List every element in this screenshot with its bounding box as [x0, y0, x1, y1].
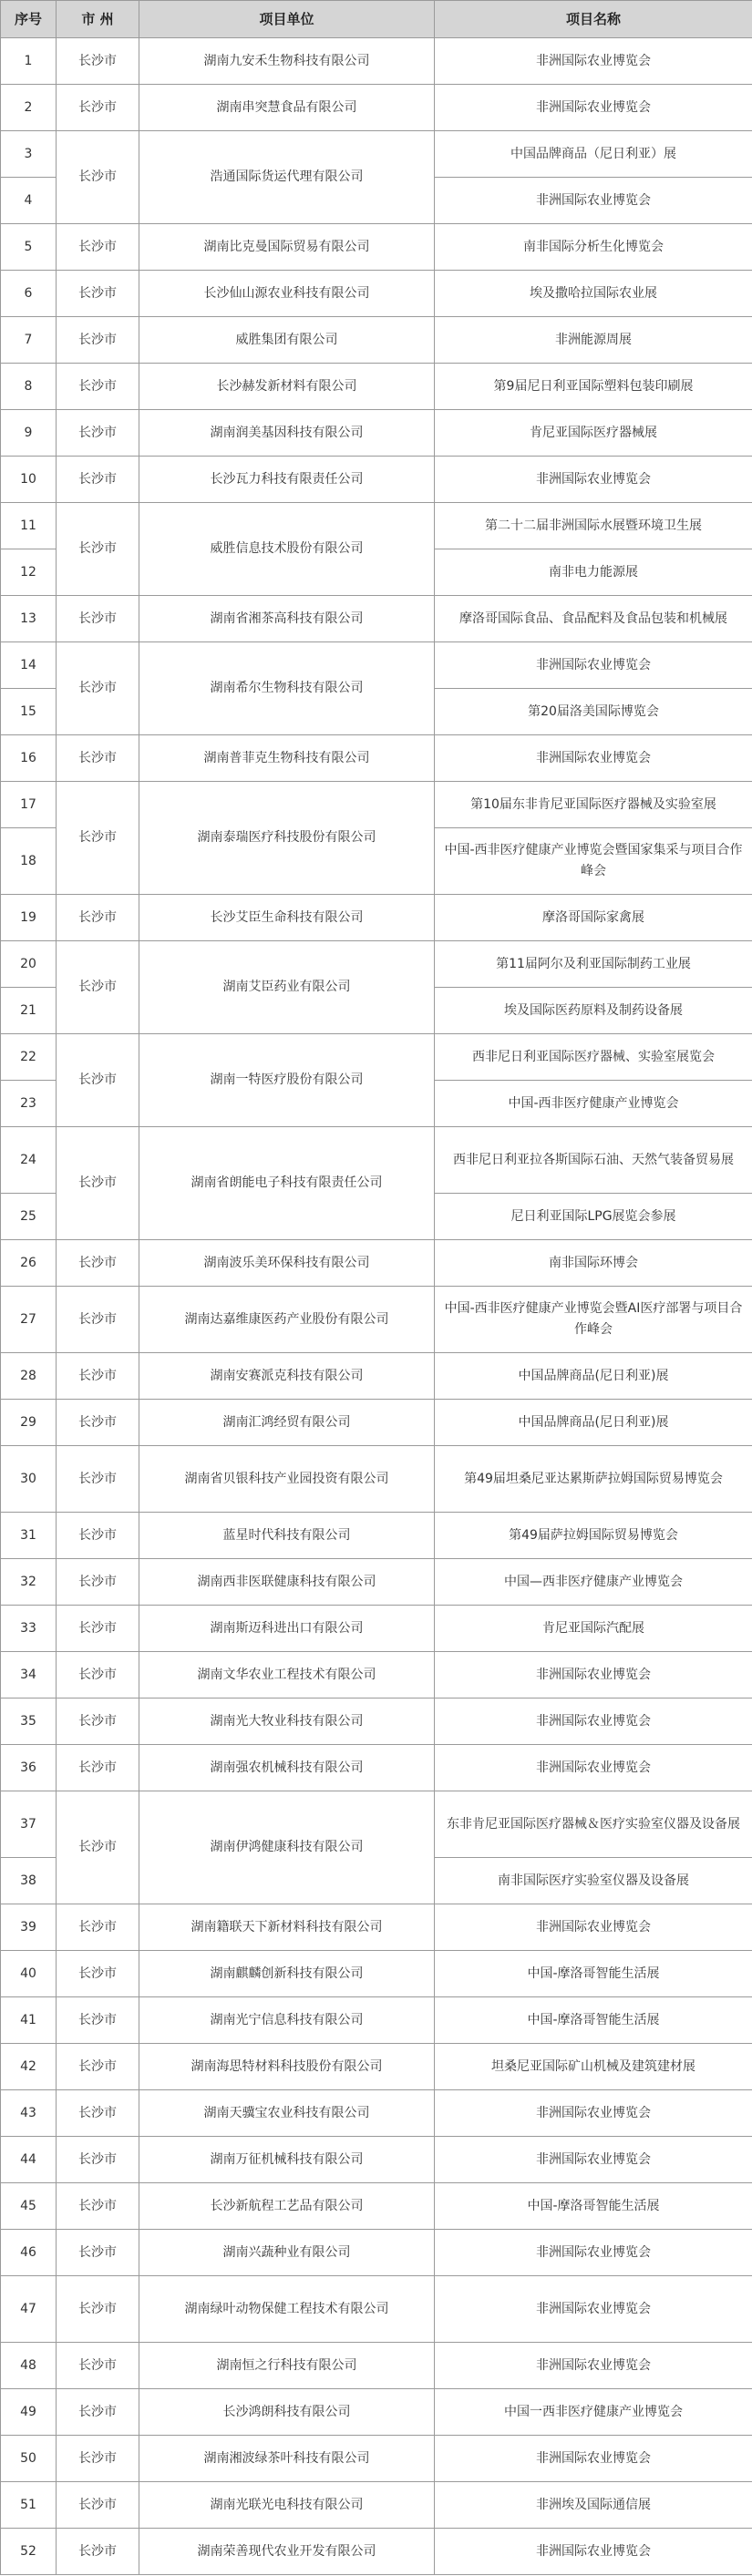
- cell-city: 长沙市: [57, 2276, 139, 2343]
- cell-serial-no: 27: [1, 1287, 57, 1353]
- cell-project-name: 南非国际环博会: [435, 1240, 752, 1287]
- cell-project-name: 非洲国际农业博览会: [435, 1652, 752, 1699]
- cell-city: 长沙市: [57, 941, 139, 1034]
- table-row: [1, 642, 752, 689]
- cell-city: 长沙市: [57, 364, 139, 410]
- table-row: [1, 2230, 752, 2276]
- cell-project-name: 第49届萨拉姆国际贸易博览会: [435, 1513, 752, 1559]
- cell-project-unit: 湖南兴蔬种业有限公司: [139, 2230, 435, 2276]
- table-row: [1, 1559, 752, 1606]
- cell-project-name: 肯尼亚国际医疗器械展: [435, 410, 752, 457]
- cell-city: 长沙市: [57, 735, 139, 782]
- cell-city: 长沙市: [57, 1904, 139, 1951]
- cell-project-name: 非洲国际农业博览会: [435, 1699, 752, 1745]
- table-row: [1, 895, 752, 941]
- cell-city: 长沙市: [57, 2389, 139, 2436]
- table-row: [1, 1034, 752, 1081]
- cell-project-name: 非洲国际农业博览会: [435, 735, 752, 782]
- table-header: [1, 1, 752, 38]
- cell-serial-no: 7: [1, 317, 57, 364]
- table-row: [1, 85, 752, 131]
- header-serial-no: 序号: [1, 1, 57, 38]
- cell-project-name: 非洲国际农业博览会: [435, 2343, 752, 2389]
- cell-project-name: 非洲国际农业博览会: [435, 38, 752, 85]
- cell-project-name: 中国-西非医疗健康产业博览会暨AI医疗部署与项目合作峰会: [435, 1287, 752, 1353]
- cell-project-unit: 湖南润美基因科技有限公司: [139, 410, 435, 457]
- cell-city: 长沙市: [57, 1997, 139, 2044]
- cell-serial-no: 15: [1, 689, 57, 735]
- cell-city: 长沙市: [57, 38, 139, 85]
- cell-serial-no: 41: [1, 1997, 57, 2044]
- cell-project-unit: 湖南西非医联健康科技有限公司: [139, 1559, 435, 1606]
- cell-project-name: 中国品牌商品（尼日利亚）展: [435, 131, 752, 178]
- cell-project-name: 中国—西非医疗健康产业博览会: [435, 1559, 752, 1606]
- table-row: [1, 1287, 752, 1353]
- cell-city: 长沙市: [57, 1287, 139, 1353]
- cell-serial-no: 12: [1, 549, 57, 596]
- cell-project-unit: 湖南伊鸿健康科技有限公司: [139, 1791, 435, 1904]
- cell-city: 长沙市: [57, 2044, 139, 2090]
- cell-serial-no: 46: [1, 2230, 57, 2276]
- cell-project-name: 非洲国际农业博览会: [435, 2090, 752, 2137]
- cell-serial-no: 16: [1, 735, 57, 782]
- cell-city: 长沙市: [57, 2090, 139, 2137]
- cell-serial-no: 10: [1, 457, 57, 503]
- table-row: [1, 2137, 752, 2183]
- cell-serial-no: 17: [1, 782, 57, 828]
- table-row: [1, 1997, 752, 2044]
- cell-serial-no: 43: [1, 2090, 57, 2137]
- cell-project-unit: 湖南斯迈科进出口有限公司: [139, 1606, 435, 1652]
- table-row: [1, 317, 752, 364]
- cell-project-unit: 蓝星时代科技有限公司: [139, 1513, 435, 1559]
- cell-project-name: 第二十二届非洲国际水展暨环境卫生展: [435, 503, 752, 549]
- cell-city: 长沙市: [57, 642, 139, 735]
- cell-serial-no: 33: [1, 1606, 57, 1652]
- cell-project-name: 非洲国际农业博览会: [435, 178, 752, 224]
- cell-serial-no: 1: [1, 38, 57, 85]
- cell-project-unit: 湖南比克曼国际贸易有限公司: [139, 224, 435, 271]
- cell-project-unit: 湖南湘波绿茶叶科技有限公司: [139, 2436, 435, 2482]
- table-row: [1, 2482, 752, 2529]
- cell-project-unit: 长沙艾臣生命科技有限公司: [139, 895, 435, 941]
- cell-project-name: 中国品牌商品(尼日利亚)展: [435, 1400, 752, 1446]
- cell-project-name: 第49届坦桑尼亚达累斯萨拉姆国际贸易博览会: [435, 1446, 752, 1513]
- table-body: [1, 38, 752, 2575]
- cell-project-unit: 长沙瓦力科技有限责任公司: [139, 457, 435, 503]
- cell-city: 长沙市: [57, 410, 139, 457]
- cell-project-name: 西非尼日利亚国际医疗器械、实验室展览会: [435, 1034, 752, 1081]
- cell-serial-no: 45: [1, 2183, 57, 2230]
- cell-city: 长沙市: [57, 224, 139, 271]
- cell-project-name: 非洲国际农业博览会: [435, 1904, 752, 1951]
- cell-serial-no: 49: [1, 2389, 57, 2436]
- table-row: [1, 364, 752, 410]
- table-row: [1, 38, 752, 85]
- cell-project-name: 第9届尼日利亚国际塑料包装印刷展: [435, 364, 752, 410]
- table-row: [1, 1446, 752, 1513]
- table-row: [1, 1127, 752, 1194]
- cell-project-name: 摩洛哥国际家禽展: [435, 895, 752, 941]
- cell-project-name: 非洲国际农业博览会: [435, 2230, 752, 2276]
- cell-city: 长沙市: [57, 1353, 139, 1400]
- cell-serial-no: 28: [1, 1353, 57, 1400]
- cell-city: 长沙市: [57, 1446, 139, 1513]
- table-row: [1, 131, 752, 178]
- cell-serial-no: 25: [1, 1194, 57, 1240]
- header-project-name: 项目名称: [435, 1, 752, 38]
- cell-project-unit: 长沙新航程工艺品有限公司: [139, 2183, 435, 2230]
- cell-serial-no: 34: [1, 1652, 57, 1699]
- cell-project-name: 中国-西非医疗健康产业博览会暨国家集采与项目合作峰会: [435, 828, 752, 895]
- cell-city: 长沙市: [57, 1559, 139, 1606]
- table-row: [1, 457, 752, 503]
- cell-project-name: 南非国际医疗实验室仪器及设备展: [435, 1858, 752, 1904]
- cell-city: 长沙市: [57, 1034, 139, 1127]
- cell-project-name: 摩洛哥国际食品、食品配料及食品包装和机械展: [435, 596, 752, 642]
- cell-city: 长沙市: [57, 457, 139, 503]
- cell-serial-no: 21: [1, 988, 57, 1034]
- cell-city: 长沙市: [57, 782, 139, 895]
- cell-serial-no: 20: [1, 941, 57, 988]
- cell-project-unit: 湖南希尔生物科技有限公司: [139, 642, 435, 735]
- cell-project-unit: 长沙仙山源农业科技有限公司: [139, 271, 435, 317]
- cell-serial-no: 30: [1, 1446, 57, 1513]
- cell-serial-no: 50: [1, 2436, 57, 2482]
- cell-city: 长沙市: [57, 317, 139, 364]
- cell-city: 长沙市: [57, 271, 139, 317]
- cell-project-name: 非洲埃及国际通信展: [435, 2482, 752, 2529]
- cell-serial-no: 19: [1, 895, 57, 941]
- header-project-unit: 项目单位: [139, 1, 435, 38]
- table-row: [1, 782, 752, 828]
- cell-project-name: 埃及撒哈拉国际农业展: [435, 271, 752, 317]
- cell-project-name: 肯尼亚国际汽配展: [435, 1606, 752, 1652]
- cell-project-unit: 浩通国际货运代理有限公司: [139, 131, 435, 224]
- cell-serial-no: 2: [1, 85, 57, 131]
- cell-project-name: 埃及国际医药原料及制药设备展: [435, 988, 752, 1034]
- cell-serial-no: 44: [1, 2137, 57, 2183]
- cell-city: 长沙市: [57, 1791, 139, 1904]
- cell-serial-no: 39: [1, 1904, 57, 1951]
- cell-serial-no: 37: [1, 1791, 57, 1858]
- cell-serial-no: 52: [1, 2529, 57, 2575]
- cell-serial-no: 8: [1, 364, 57, 410]
- cell-serial-no: 47: [1, 2276, 57, 2343]
- cell-serial-no: 29: [1, 1400, 57, 1446]
- cell-project-name: 非洲国际农业博览会: [435, 457, 752, 503]
- cell-project-unit: 湖南籍联天下新材料科技有限公司: [139, 1904, 435, 1951]
- table-row: [1, 1904, 752, 1951]
- cell-serial-no: 40: [1, 1951, 57, 1997]
- cell-project-unit: 湖南海思特材料科技股份有限公司: [139, 2044, 435, 2090]
- cell-serial-no: 22: [1, 1034, 57, 1081]
- cell-project-name: 非洲国际农业博览会: [435, 2276, 752, 2343]
- cell-project-name: 非洲国际农业博览会: [435, 2436, 752, 2482]
- cell-project-name: 中国-摩洛哥智能生活展: [435, 1997, 752, 2044]
- cell-project-name: 非洲国际农业博览会: [435, 85, 752, 131]
- cell-project-unit: 湖南天骥宝农业科技有限公司: [139, 2090, 435, 2137]
- table-row: [1, 1791, 752, 1858]
- cell-serial-no: 26: [1, 1240, 57, 1287]
- cell-project-unit: 湖南光联光电科技有限公司: [139, 2482, 435, 2529]
- cell-project-unit: 湖南麒麟创新科技有限公司: [139, 1951, 435, 1997]
- table-row: [1, 2090, 752, 2137]
- cell-project-name: 南非电力能源展: [435, 549, 752, 596]
- cell-serial-no: 35: [1, 1699, 57, 1745]
- cell-serial-no: 5: [1, 224, 57, 271]
- table-row: [1, 941, 752, 988]
- cell-project-unit: 湖南省贝银科技产业园投资有限公司: [139, 1446, 435, 1513]
- table-row: [1, 503, 752, 549]
- cell-project-unit: 长沙赫发新材料有限公司: [139, 364, 435, 410]
- cell-project-unit: 湖南省朗能电子科技有限责任公司: [139, 1127, 435, 1240]
- cell-serial-no: 4: [1, 178, 57, 224]
- cell-city: 长沙市: [57, 2343, 139, 2389]
- cell-city: 长沙市: [57, 1652, 139, 1699]
- cell-city: 长沙市: [57, 1127, 139, 1240]
- cell-project-name: 非洲国际农业博览会: [435, 642, 752, 689]
- cell-project-unit: 湖南安赛派克科技有限公司: [139, 1353, 435, 1400]
- cell-project-unit: 湖南波乐美环保科技有限公司: [139, 1240, 435, 1287]
- table-row: [1, 271, 752, 317]
- cell-serial-no: 36: [1, 1745, 57, 1791]
- table-row: [1, 2276, 752, 2343]
- table-row: [1, 1400, 752, 1446]
- cell-serial-no: 23: [1, 1081, 57, 1127]
- cell-city: 长沙市: [57, 1606, 139, 1652]
- cell-project-unit: 湖南荣善现代农业开发有限公司: [139, 2529, 435, 2575]
- cell-project-unit: 湖南九安禾生物科技有限公司: [139, 38, 435, 85]
- table-row: [1, 2044, 752, 2090]
- table-row: [1, 2343, 752, 2389]
- cell-city: 长沙市: [57, 1513, 139, 1559]
- cell-city: 长沙市: [57, 596, 139, 642]
- cell-serial-no: 9: [1, 410, 57, 457]
- table-row: [1, 224, 752, 271]
- table-row: [1, 1652, 752, 1699]
- cell-project-name: 中国一西非医疗健康产业博览会: [435, 2389, 752, 2436]
- cell-project-name: 非洲国际农业博览会: [435, 2529, 752, 2575]
- cell-project-name: 第10届东非肯尼亚国际医疗器械及实验室展: [435, 782, 752, 828]
- cell-city: 长沙市: [57, 1745, 139, 1791]
- cell-project-unit: 长沙鸿朗科技有限公司: [139, 2389, 435, 2436]
- table-row: [1, 1606, 752, 1652]
- cell-project-unit: 湖南达嘉维康医药产业股份有限公司: [139, 1287, 435, 1353]
- cell-city: 长沙市: [57, 1699, 139, 1745]
- table-row: [1, 1240, 752, 1287]
- cell-project-name: 西非尼日利亚拉各斯国际石油、天然气装备贸易展: [435, 1127, 752, 1194]
- cell-project-unit: 湖南普菲克生物科技有限公司: [139, 735, 435, 782]
- cell-serial-no: 38: [1, 1858, 57, 1904]
- table-row: [1, 735, 752, 782]
- cell-serial-no: 18: [1, 828, 57, 895]
- cell-project-unit: 湖南恒之行科技有限公司: [139, 2343, 435, 2389]
- cell-project-unit: 湖南强农机械科技有限公司: [139, 1745, 435, 1791]
- cell-project-name: 中国-摩洛哥智能生活展: [435, 1951, 752, 1997]
- table-row: [1, 410, 752, 457]
- table-row: [1, 2529, 752, 2575]
- cell-city: 长沙市: [57, 2529, 139, 2575]
- cell-project-unit: 湖南绿叶动物保健工程技术有限公司: [139, 2276, 435, 2343]
- cell-project-name: 尼日利亚国际LPG展览会参展: [435, 1194, 752, 1240]
- cell-city: 长沙市: [57, 85, 139, 131]
- table-row: [1, 1513, 752, 1559]
- cell-project-unit: 威胜集团有限公司: [139, 317, 435, 364]
- table-row: [1, 596, 752, 642]
- cell-serial-no: 48: [1, 2343, 57, 2389]
- cell-city: 长沙市: [57, 1240, 139, 1287]
- cell-project-unit: 湖南艾臣药业有限公司: [139, 941, 435, 1034]
- cell-project-unit: 湖南光大牧业科技有限公司: [139, 1699, 435, 1745]
- header-city: 市 州: [57, 1, 139, 38]
- cell-serial-no: 42: [1, 2044, 57, 2090]
- cell-project-unit: 湖南万征机械科技有限公司: [139, 2137, 435, 2183]
- cell-city: 长沙市: [57, 1400, 139, 1446]
- cell-serial-no: 51: [1, 2482, 57, 2529]
- cell-project-unit: 湖南文华农业工程技术有限公司: [139, 1652, 435, 1699]
- cell-project-name: 第20届洛美国际博览会: [435, 689, 752, 735]
- cell-project-unit: 湖南一特医疗股份有限公司: [139, 1034, 435, 1127]
- cell-project-name: 非洲国际农业博览会: [435, 1745, 752, 1791]
- cell-serial-no: 13: [1, 596, 57, 642]
- cell-project-unit: 威胜信息技术股份有限公司: [139, 503, 435, 596]
- cell-serial-no: 31: [1, 1513, 57, 1559]
- cell-project-name: 非洲能源周展: [435, 317, 752, 364]
- header-row: [1, 1, 752, 38]
- cell-project-unit: 湖南泰瑞医疗科技股份有限公司: [139, 782, 435, 895]
- cell-serial-no: 3: [1, 131, 57, 178]
- cell-serial-no: 6: [1, 271, 57, 317]
- cell-city: 长沙市: [57, 503, 139, 596]
- cell-serial-no: 14: [1, 642, 57, 689]
- cell-city: 长沙市: [57, 895, 139, 941]
- cell-project-name: 中国-西非医疗健康产业博览会: [435, 1081, 752, 1127]
- table-row: [1, 1699, 752, 1745]
- cell-project-unit: 湖南汇鸿经贸有限公司: [139, 1400, 435, 1446]
- cell-project-unit: 湖南串突慧食品有限公司: [139, 85, 435, 131]
- cell-city: 长沙市: [57, 1951, 139, 1997]
- cell-project-name: 第11届阿尔及利亚国际制药工业展: [435, 941, 752, 988]
- cell-project-name: 中国品牌商品(尼日利亚)展: [435, 1353, 752, 1400]
- cell-project-name: 东非肯尼亚国际医疗器械＆医疗实验室仪器及设备展: [435, 1791, 752, 1858]
- cell-project-name: 非洲国际农业博览会: [435, 2137, 752, 2183]
- cell-project-unit: 湖南省湘茶高科技有限公司: [139, 596, 435, 642]
- table-row: [1, 2183, 752, 2230]
- cell-project-unit: 湖南光宁信息科技有限公司: [139, 1997, 435, 2044]
- cell-project-name: 中国-摩洛哥智能生活展: [435, 2183, 752, 2230]
- cell-project-name: 南非国际分析生化博览会: [435, 224, 752, 271]
- table-row: [1, 1951, 752, 1997]
- cell-city: 长沙市: [57, 2230, 139, 2276]
- table-row: [1, 1745, 752, 1791]
- cell-project-name: 坦桑尼亚国际矿山机械及建筑建材展: [435, 2044, 752, 2090]
- table-row: [1, 1353, 752, 1400]
- cell-serial-no: 11: [1, 503, 57, 549]
- cell-city: 长沙市: [57, 2482, 139, 2529]
- cell-city: 长沙市: [57, 2137, 139, 2183]
- table-row: [1, 2389, 752, 2436]
- cell-city: 长沙市: [57, 131, 139, 224]
- cell-city: 长沙市: [57, 2436, 139, 2482]
- cell-city: 长沙市: [57, 2183, 139, 2230]
- cell-serial-no: 24: [1, 1127, 57, 1194]
- table-row: [1, 2436, 752, 2482]
- cell-serial-no: 32: [1, 1559, 57, 1606]
